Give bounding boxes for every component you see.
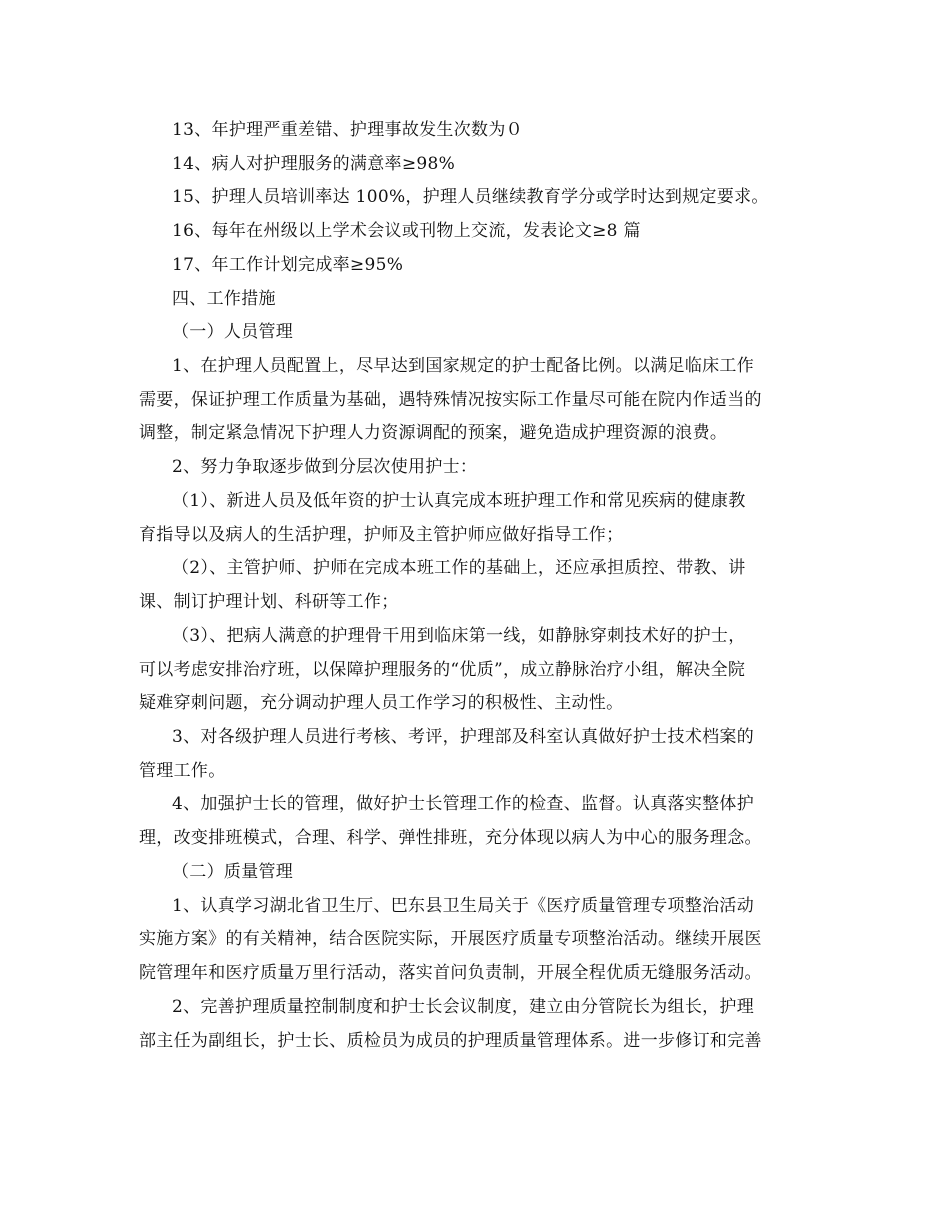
paragraph-line: （3）、把病人满意的护理骨干用到临床第一线，如静脉穿刺技术好的护士，: [172, 626, 746, 646]
paragraph-line: 育指导以及病人的生活护理，护师及主管护师应做好指导工作；: [139, 525, 624, 545]
paragraph-line: 调整，制定紧急情况下护理人力资源调配的预案，避免造成护理资源的浪费。: [139, 423, 728, 443]
paragraph-line: 14、病人对护理服务的满意率≥98%: [172, 154, 456, 174]
paragraph-line: （2）、主管护师、护师在完成本班工作的基础上，还应承担质控、带教、讲: [172, 558, 746, 578]
section-heading: 四、工作措施: [172, 289, 276, 309]
paragraph-line: 实施方案》的有关精神，结合医院实际，开展医疗质量专项整治活动。继续开展医: [139, 929, 762, 949]
paragraph-line: 4、加强护士长的管理，做好护士长管理工作的检查、监督。认真落实整体护: [172, 794, 755, 814]
paragraph-line: 13、年护理严重差错、护理事故发生次数为０: [172, 120, 523, 140]
paragraph-line: 2、努力争取逐步做到分层次使用护士：: [172, 457, 478, 477]
paragraph-line: 3、对各级护理人员进行考核、考评，护理部及科室认真做好护士技术档案的: [172, 727, 755, 747]
paragraph-line: （1）、新进人员及低年资的护士认真完成本班护理工作和常见疾病的健康教: [172, 491, 746, 511]
subsection-heading: （二）质量管理: [172, 862, 294, 882]
paragraph-line: 1、认真学习湖北省卫生厅、巴东县卫生局关于《医疗质量管理专项整治活动: [172, 896, 755, 916]
paragraph-line: 管理工作。: [139, 761, 226, 781]
subsection-heading: （一）人员管理: [172, 322, 294, 342]
paragraph-line: 2、完善护理质量控制制度和护士长会议制度，建立由分管院长为组长，护理: [172, 997, 755, 1017]
paragraph-line: 15、护理人员培训率达 100%，护理人员继续教育学分或学时达到规定要求。: [172, 187, 769, 207]
paragraph-line: 课、制订护理计划、科研等工作；: [139, 592, 399, 612]
paragraph-line: 院管理年和医疗质量万里行活动，落实首问负责制，开展全程优质无缝服务活动。: [139, 963, 762, 983]
paragraph-line: 需要，保证护理工作质量为基础，遇特殊情况按实际工作量尽可能在院内作适当的: [139, 390, 762, 410]
paragraph-line: 可以考虑安排治疗班，以保障护理服务的“优质”，成立静脉治疗小组，解决全院: [139, 660, 746, 680]
paragraph-line: 16、每年在州级以上学术会议或刊物上交流，发表论文≥8 篇: [172, 221, 641, 241]
paragraph-line: 17、年工作计划完成率≥95%: [172, 255, 404, 275]
paragraph-line: 理，改变排班模式，合理、科学、弹性排班，充分体现以病人为中心的服务理念。: [139, 828, 762, 848]
paragraph-line: 疑难穿刺问题，充分调动护理人员工作学习的积极性、主动性。: [139, 693, 624, 713]
paragraph-line: 1、在护理人员配置上，尽早达到国家规定的护士配备比例。以满足临床工作: [172, 356, 755, 376]
paragraph-line: 部主任为副组长，护士长、质检员为成员的护理质量管理体系。进一步修订和完善: [139, 1031, 762, 1051]
